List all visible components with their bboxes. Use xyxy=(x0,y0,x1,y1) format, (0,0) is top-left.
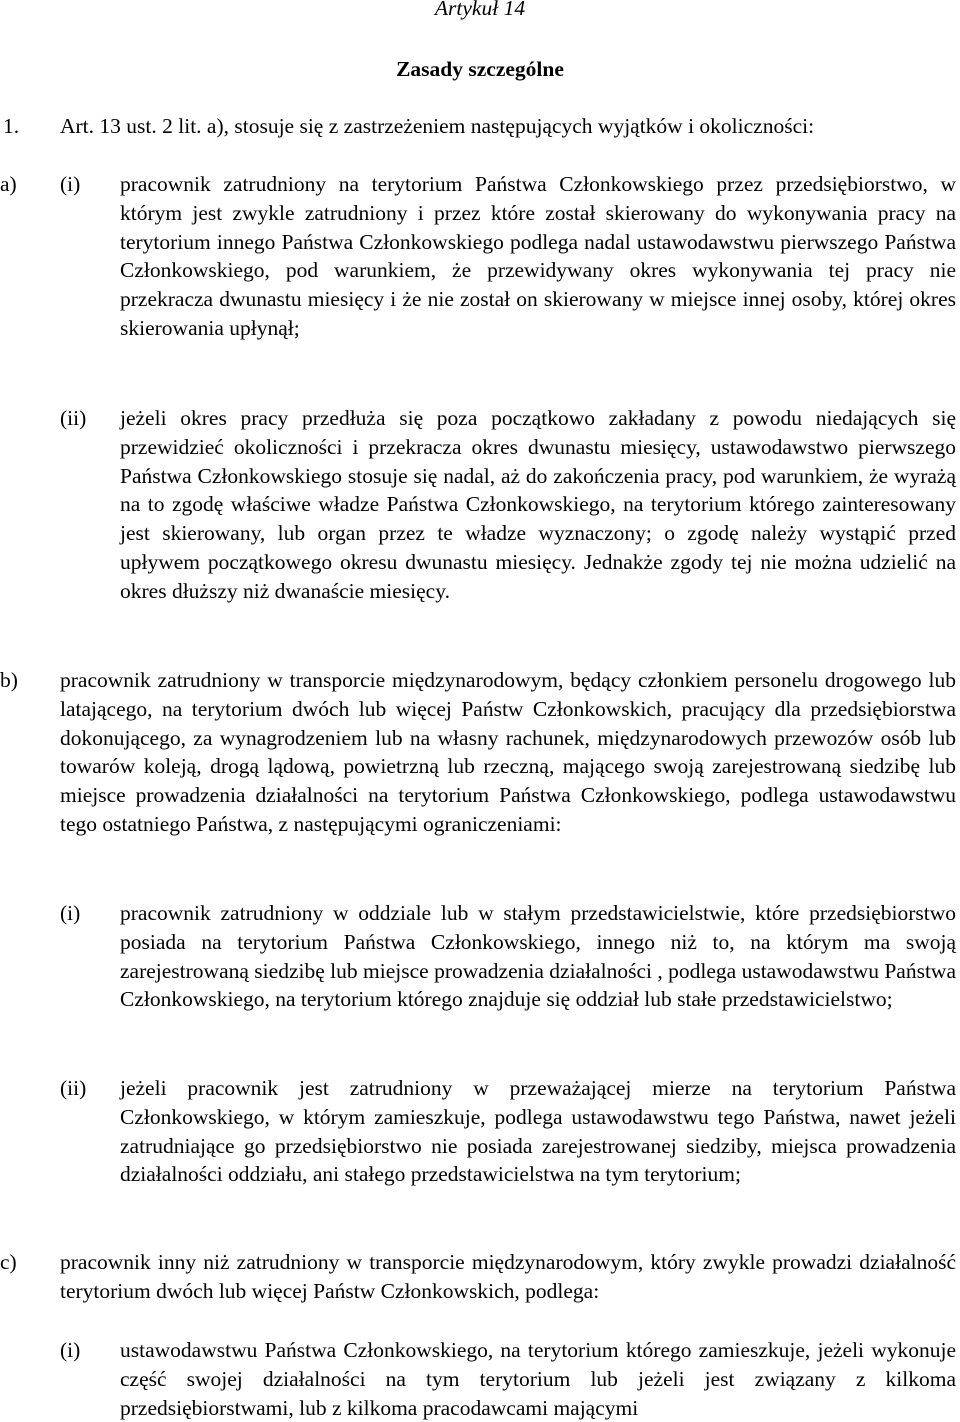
subitem-marker: (i) xyxy=(60,172,81,196)
item-letter: a) xyxy=(0,172,17,196)
subitem-text: jeżeli okres pracy przedłuża się poza początkowo zakładany z powodu niedających się przewidzieć okoliczności i przekracza okres dwunastu miesięcy, ustawodawstwo pierwszego Państwa Członkowskiego stosuje się nadal, aż do zakończenia pracy, pod warunkiem, że wyrażą na to zgodę właściwe władze Państwa Członkowskiego, na terytorium którego zainteresowany jest skierowany, lub organ przez te władze wyznaczony; o zgodę należy wystąpić przed upływem początkowego okresu dwunastu miesięcy. Jednakże zgody tej nie można udzielić na okres dłuższy niż dwanaście miesięcy. xyxy=(120,406,956,603)
item-letter: b) xyxy=(0,668,18,692)
item-letter: c) xyxy=(0,1250,17,1274)
subitem-marker: (ii) xyxy=(60,406,87,430)
intro-text: Art. 13 ust. 2 lit. a), stosuje się z zastrzeżeniem następujących wyjątków i okoliczności: xyxy=(60,114,815,138)
subitem-text: pracownik zatrudniony na terytorium Państwa Członkowskiego przez przedsiębiorstwo, w którym jest zwykle zatrudniony i przez które został skierowany do wykonywania pracy na terytorium innego Państwa Członkowskiego podlega nadal ustawodawstwu pierwszego Państwa Członkowskiego, pod warunkiem, że przewidywany okres wykonywania tej pracy nie przekracza dwunastu miesięcy i że nie został on skierowany w miejsce innej osoby, której okres skierowania upłynął; xyxy=(120,172,956,340)
subitem-marker: (i) xyxy=(60,901,81,925)
subitem-marker: (ii) xyxy=(60,1076,87,1100)
subitem-marker: (i) xyxy=(60,1338,81,1362)
section-title: Zasady szczególne xyxy=(396,57,564,81)
item-text: pracownik inny niż zatrudniony w transporcie międzynarodowym, który zwykle prowadzi działalność terytorium dwóch lub więcej Państw Członkowskich, podlega: xyxy=(60,1250,956,1303)
article-heading: Artykuł 14 xyxy=(434,0,526,20)
subitem-text: ustawodawstwu Państwa Członkowskiego, na terytorium którego zamieszkuje, jeżeli wykonuje część swojej działalności na tym terytorium lub jeżeli jest związany z kilkoma przedsiębiorstwami, lub z kilkoma pracodawcami mającymi xyxy=(120,1338,956,1420)
paragraph-number: 1. xyxy=(3,114,20,138)
item-text: pracownik zatrudniony w transporcie międzynarodowym, będący członkiem personelu drogowego lub latającego, na terytorium dwóch lub więcej Państw Członkowskich, pracujący dla przedsiębiorstwa dokonującego, za wynagrodzeniem lub na własny rachunek, międzynarodowych przewozów osób lub towarów koleją, drogą lądową, powietrzną lub rzeczną, mającego swoją zarejestrowaną siedzibę lub miejsce prowadzenia działalności na terytorium Państwa Członkowskiego, podlega ustawodawstwu tego ostatniego Państwa, z następującymi ograniczeniami: xyxy=(60,668,956,836)
subitem-text: jeżeli pracownik jest zatrudniony w przeważającej mierze na terytorium Państwa Członkowskiego, w którym zamieszkuje, podlega ustawodawstwu tego Państwa, nawet jeżeli zatrudniające go przedsiębiorstwo nie posiada zarejestrowanej siedziby, miejsca prowadzenia działalności oddziału, ani stałego przedstawicielstwa na tym terytorium; xyxy=(120,1076,956,1187)
subitem-text: pracownik zatrudniony w oddziale lub w stałym przedstawicielstwie, które przedsiębiorstwo posiada na terytorium Państwa Członkowskiego, innego niż to, na którym ma swoją zarejestrowaną siedzibę lub miejsce prowadzenia działalności , podlega ustawodawstwu Państwa Członkowskiego, na terytorium którego znajduje się oddział lub stałe przedstawicielstwo; xyxy=(120,901,956,1012)
